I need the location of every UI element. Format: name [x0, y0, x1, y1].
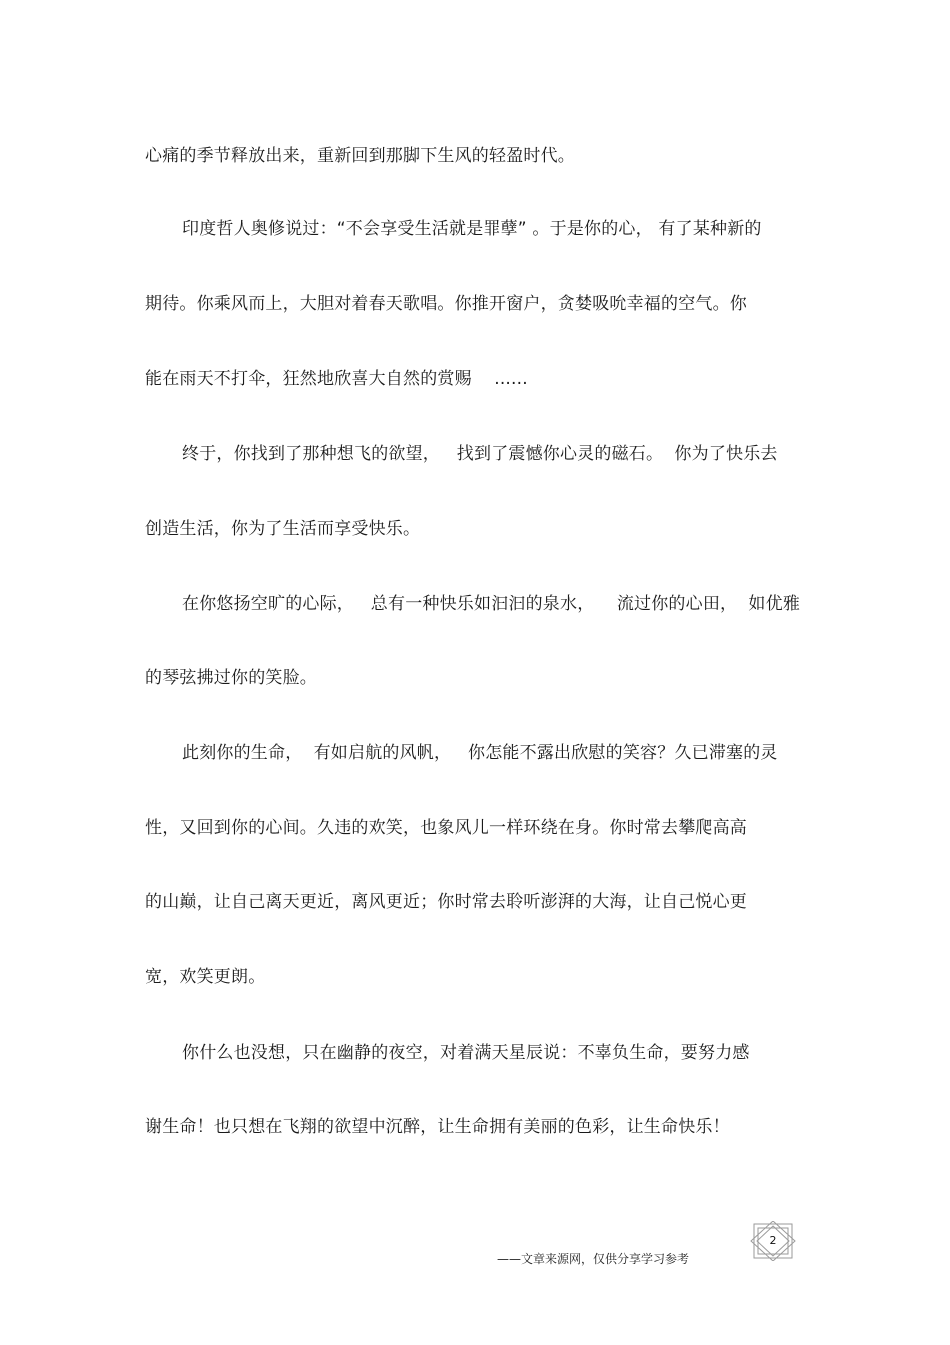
text-line-10: 性，又回到你的心间。久违的欢笑，也象风儿一样环绕在身。你时常去攀爬高高 — [145, 818, 747, 838]
text-line-8: 的琴弦拂过你的笑脸。 — [145, 668, 317, 688]
text-line-5: 终于，你找到了那种想飞的欲望， 找到了震憾你心灵的磁石。 你为了快乐去 — [182, 444, 778, 464]
text-line-6: 创造生活，你为了生活而享受快乐。 — [145, 519, 421, 539]
text-line-13: 你什么也没想，只在幽静的夜空，对着满天星辰说：不辜负生命，要努力感 — [182, 1043, 750, 1063]
text-line-9: 此刻你的生命， 有如启航的风帆， 你怎能不露出欣慰的笑容？久已滞塞的灵 — [182, 743, 778, 763]
text-line-7: 在你悠扬空旷的心际， 总有一种快乐如汩汩的泉水， 流过你的心田， 如优雅 — [182, 594, 801, 614]
page-number: 2 — [769, 1234, 777, 1247]
text-line-11: 的山巅，让自己离天更近，离风更近；你时常去聆听澎湃的大海，让自己悦心更 — [145, 892, 747, 912]
text-line-3: 期待。你乘风而上，大胆对着春天歌唱。你推开窗户，贪婪吸吮幸福的空气。你 — [145, 294, 747, 314]
text-line-12: 宽，欢笑更朗。 — [145, 967, 266, 987]
text-line-14: 谢生命！也只想在飞翔的欲望中沉醉，让生命拥有美丽的色彩，让生命快乐！ — [145, 1117, 730, 1137]
text-line-4: 能在雨天不打伞，狂然地欣喜大自然的赏赐 ...... — [145, 369, 528, 389]
text-line-1: 心痛的季节释放出来，重新回到那脚下生风的轻盈时代。 — [145, 146, 575, 166]
source-note: ——文章来源网，仅供分享学习参考 — [497, 1252, 690, 1266]
text-line-2: 印度哲人奥修说过：“不会享受生活就是罪孽” 。于是你的心， 有了某种新的 — [182, 219, 762, 239]
page-number-badge — [749, 1221, 797, 1261]
